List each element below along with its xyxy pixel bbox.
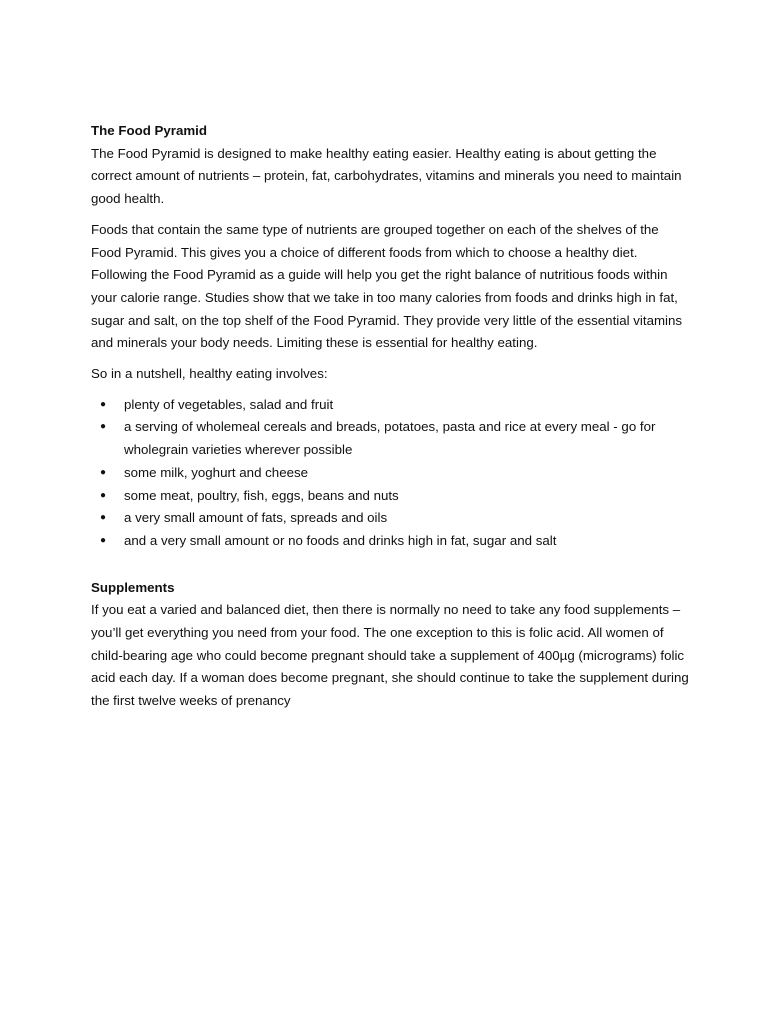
list-item (91, 394, 691, 417)
healthy-eating-list (91, 394, 691, 553)
list-item (91, 485, 691, 508)
paragraph-intro: The Food Pyramid is designed to make healthy eating easier. Healthy eating is about getting the correct amount of nutrients – protein, fat, carbohydrates, vitamins and minerals you need to maintain good health. (91, 145, 682, 207)
document-page (91, 120, 691, 721)
list-item (91, 507, 691, 530)
list-item (91, 530, 691, 553)
paragraph-nutshell: So in a nutshell, healthy eating involves: (91, 366, 328, 382)
bullet-icon: ● (100, 421, 107, 433)
paragraph-shelves: Foods that contain the same type of nutrients are grouped together on each of the shelves of the Food Pyramid. This gives you a choice of different foods from which to choose a healthy diet. Following the Food Pyramid as a guide will help you get the right balance of nutritious foods within your calorie range. Studies show that we take in too many calories from foods and drinks high in fat, sugar and salt, on the top shelf of the Food Pyramid. They provide very little of the essential vitamins and minerals your body needs. Limiting these is essential for healthy eating. (91, 221, 683, 351)
list-item-text: and a very small amount or no foods and drinks high in fat, sugar and salt (124, 532, 557, 548)
bullet-icon: ● (100, 534, 107, 546)
list-item-text: some meat, poultry, fish, eggs, beans and nuts (124, 487, 399, 503)
paragraph-supplements: If you eat a varied and balanced diet, then there is normally no need to take any food supplements – you’ll get everything you need from your food. The one exception to this is folic acid. All women of child-bearing age who could become pregnant should take a supplement of 400µg (micrograms) folic acid each day. If a woman does become pregnant, she should continue to take the supplement during the first twelve weeks of prenancy (91, 602, 689, 709)
list-item-text: plenty of vegetables, salad and fruit (124, 396, 334, 412)
section-heading-supplements: Supplements (91, 579, 175, 595)
bullet-icon: ● (100, 512, 107, 524)
list-item-text: some milk, yoghurt and cheese (124, 464, 309, 480)
bullet-icon: ● (100, 466, 107, 478)
section-spacer (91, 567, 691, 577)
section-heading-food-pyramid: The Food Pyramid (91, 123, 207, 138)
list-item-text: a serving of wholemeal cereals and breads, potatoes, pasta and rice at every meal - go for wholegrain varieties wherever possible (124, 419, 656, 458)
list-item (91, 416, 691, 461)
list-item (91, 462, 691, 485)
bullet-icon: ● (100, 489, 107, 501)
list-item-text: a very small amount of fats, spreads and oils (124, 510, 388, 526)
bullet-icon: ● (100, 398, 107, 410)
